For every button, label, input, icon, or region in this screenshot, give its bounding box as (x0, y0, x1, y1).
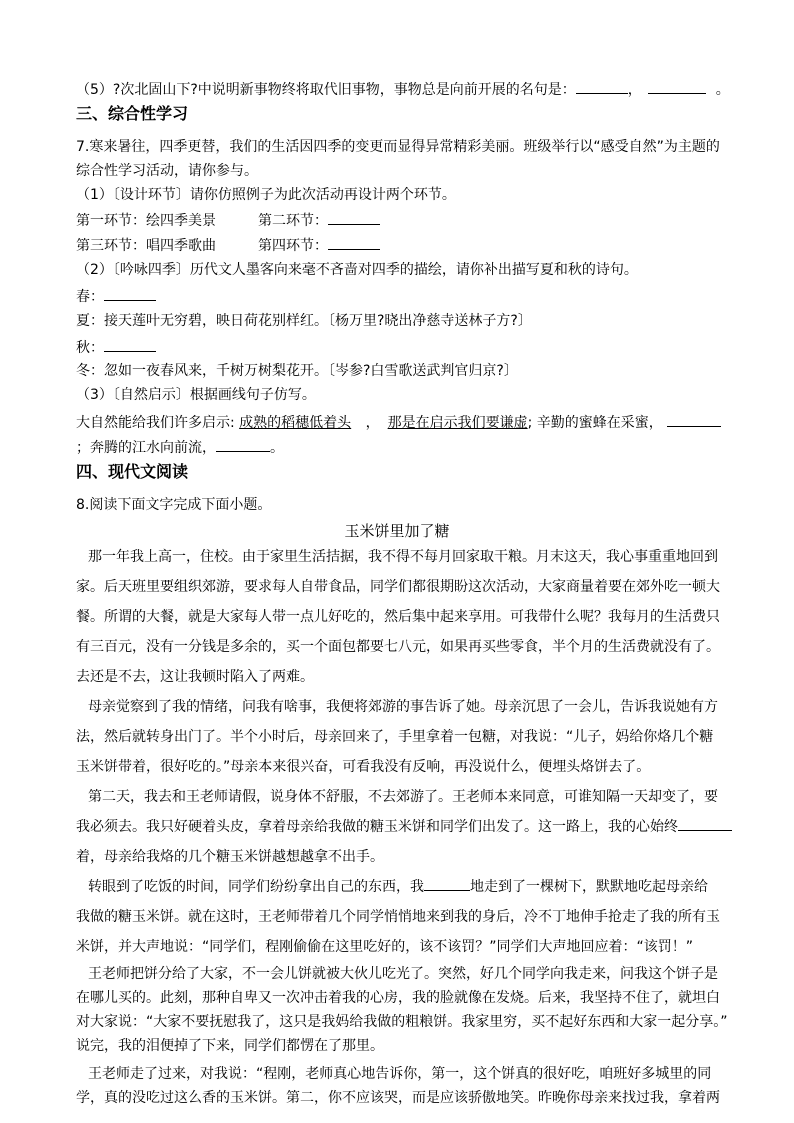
answer-blank[interactable] (424, 876, 470, 891)
article-paragraph-1: 那一年我上高一，住校。由于家里生活拮据，我不得不每月回家取干粮。月末这天，我心事重重地回到 家。后天班里要组织郊游，要求每人自带食品，同学们都很期盼这次活动，大家商量着要在郊外吃一顿大 餐。所谓的大餐，就是大家每人带一点儿好吃的，然后集中起来享用。可我带什么呢？我每月的生活费只 有三百元，没有一分钱是多余的，买一个面包都要七八元，如果再买些零食，半个月的生活费就没有了。 去还是不去，这让我顿时陷入了两难。 (76, 549, 720, 685)
q5-line: （5）?次北固山下?中说明新事物终将取代旧事物，事物总是向前开展的名句是： ， 。 (76, 79, 726, 100)
answer-blank[interactable] (328, 235, 380, 250)
q7-row1: 第一环节：绘四季美景 第二环节： (76, 210, 726, 231)
answer-blank[interactable] (328, 210, 380, 225)
article-paragraph-5: 王老师把饼分给了大家，不一会儿饼就被大伙儿吃光了。突然，好几个同学向我走来，问我这个饼子是 在哪儿买的。此刻，那种自卑又一次冲击着我的心房，我的脸就像在发烧。后来，我坚持不住了，就坦白 对大家说：“大家不要抚慰我了，这只是我妈给我做的粗粮饼。我家里穷，买不起好东西和大家一起分享。” 说完，我的泪便掉了下来，同学们都愣在了那里。 (76, 966, 728, 1054)
underlined-phrase: 成熟的稻穗低着头 (239, 415, 352, 431)
q7-row2: 第三环节：唱四季歌曲 第四环节： (76, 235, 726, 256)
spring-line: 春： (76, 286, 726, 307)
answer-blank[interactable] (216, 437, 270, 452)
answer-blank[interactable] (104, 286, 156, 301)
autumn-line: 秋： (76, 337, 726, 358)
imitation-line1: 大自然能给我们许多启示: 成熟的稻穗低着头 ， 那是在启示我们要谦虚; 辛勤的蜜蜂在采蜜， (76, 412, 726, 433)
q8-instruction: 8.阅读下面文字完成下面小题。 (76, 497, 272, 513)
q7-sub2: （2）〔吟咏四季〕历代文人墨客向来毫不吝啬对四季的描绘，请你补出描写夏和秋的诗句。 (76, 262, 638, 278)
winter-line: 冬：忽如一夜春风来，千树万树梨花开。〔岑参?白雪歌送武判官归京?〕 (76, 363, 518, 379)
article-paragraph-4: 转眼到了吃饭的时间，同学们纷纷拿出自己的东西，我 地走到了一棵树下，默默地吃起母亲给 我做的糖玉米饼。就在这时，王老师带着几个同学悄悄地来到我的身后，冷不丁地伸手抢走了我的所有玉 米饼，并大声地说：“同学们，程刚偷偷在这里吃好的，该不该罚？”同学们大声地回应着：“该罚！” (76, 872, 718, 962)
answer-blank[interactable] (104, 337, 156, 352)
summer-line: 夏：接天莲叶无穷碧，映日荷花别样红。〔杨万里?晓出净慈寺送林子方?〕 (76, 313, 532, 329)
article-paragraph-3: 第二天，我去和王老师请假，说身体不舒服，不去郊游了。王老师本来同意，可谁知隔一天却变了，要 我必须去。我只好硬着头皮，拿着母亲给我做的糖玉米饼和同学们出发了。这一路上，我的心始终 着，母亲给我烙的几个糖玉米饼越想越拿不出手。 (76, 782, 718, 872)
answer-blank[interactable] (648, 79, 706, 94)
q7-sub3: （3）〔自然启示〕根据画线句子仿写。 (76, 387, 316, 403)
section-heading-4: 四、现代文阅读 (76, 462, 189, 481)
answer-blank[interactable] (678, 816, 732, 831)
answer-blank[interactable] (667, 412, 721, 427)
article-paragraph-6: 王老师走了过来，对我说：“程刚，老师真心地告诉你，第一，这个饼真的很好吃，咱班好多城里的同 学，真的没吃过这么香的玉米饼。第二，你不应该哭，而是应该骄傲地笑。昨晚你母亲来找过我，拿着两 (76, 1066, 720, 1106)
answer-blank[interactable] (576, 79, 628, 94)
article-paragraph-2: 母亲觉察到了我的情绪，问我有啥事，我便将郊游的事告诉了她。母亲沉思了一会儿，告诉我说她有方 法，然后就转身出门了。半个小时后，母亲回来了，手里拿着一包糖，对我说：“儿子，妈给你烙几个糖 玉米饼带着，很好吃的。”母亲本来很兴奋，可看我没有反响，再没说什么，便埋头烙饼去了。 (76, 699, 718, 775)
section-heading-3: 三、综合性学习 (76, 104, 189, 123)
q7-line1: 7.寒来暑往，四季更替，我们的生活因四季的变更而显得异常精彩美丽。班级举行以“感受自然”为主题的 (76, 139, 720, 155)
q7-sub1: （1）〔设计环节〕请你仿照例子为此次活动再设计两个环节。 (76, 187, 456, 203)
underlined-phrase: 那是在启示我们要谦虚 (387, 415, 528, 431)
imitation-line2: ；奔腾的江水向前流， 。 (76, 437, 726, 458)
article-title: 玉米饼里加了糖 (344, 522, 450, 540)
q5-text: （5）?次北固山下?中说明新事物终将取代旧事物，事物总是向前开展的名句是： (76, 82, 576, 98)
q7-line2: 综合性学习活动，请你参与。 (76, 163, 258, 179)
